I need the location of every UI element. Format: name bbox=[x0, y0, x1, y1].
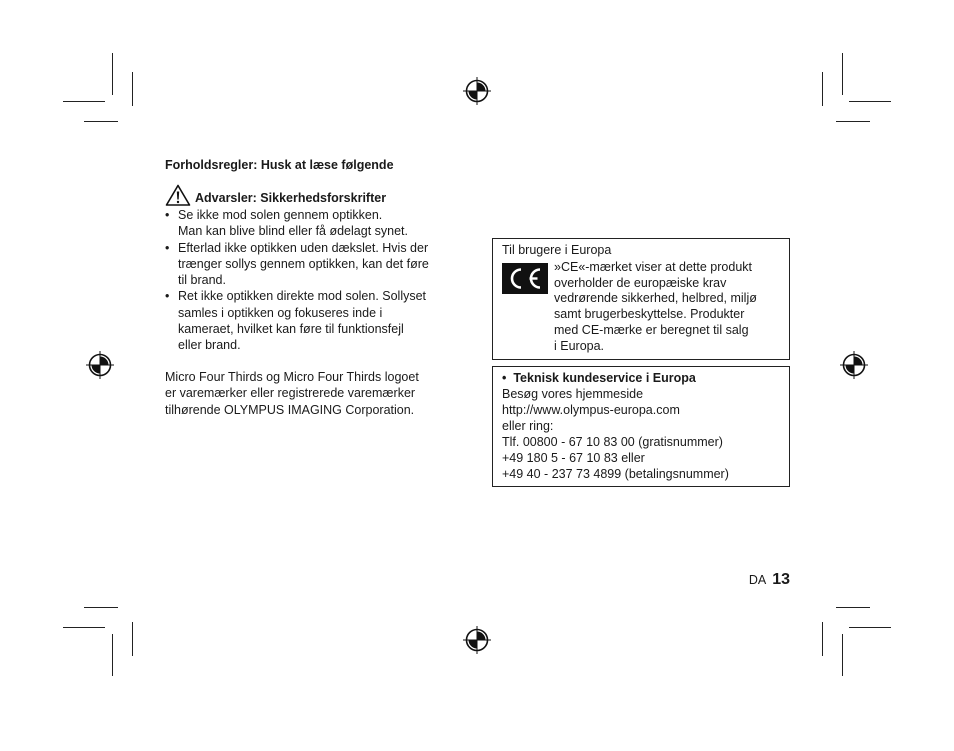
crop-mark bbox=[822, 622, 823, 656]
registration-mark-icon bbox=[840, 351, 868, 379]
crop-mark bbox=[112, 634, 113, 676]
text-line: samt brugerbeskyttelse. Produkter bbox=[554, 307, 745, 322]
crop-mark bbox=[842, 53, 843, 95]
bullet-symbol: • bbox=[502, 371, 507, 385]
list-item bbox=[165, 207, 465, 240]
text-line: Micro Four Thirds og Micro Four Thirds logoet bbox=[165, 370, 419, 384]
crop-mark bbox=[849, 627, 891, 628]
crop-mark bbox=[132, 72, 133, 106]
warning-triangle-icon bbox=[165, 184, 191, 206]
warning-title: Advarsler: Sikkerhedsforskrifter bbox=[195, 191, 387, 205]
website-link[interactable]: http://www.olympus-europa.com bbox=[502, 403, 680, 417]
phone-line: +49 180 5 - 67 10 83 eller bbox=[502, 451, 645, 465]
page-footer bbox=[749, 571, 790, 589]
ce-info-box bbox=[492, 238, 790, 360]
page-heading: Forholdsregler: Husk at læse følgende bbox=[165, 158, 394, 172]
list-item bbox=[165, 240, 465, 289]
crop-mark bbox=[112, 53, 113, 95]
bullet-symbol: • bbox=[165, 240, 170, 255]
warning-list bbox=[165, 207, 465, 354]
crop-mark bbox=[849, 101, 891, 102]
text-line: til brand. bbox=[178, 273, 226, 288]
crop-mark bbox=[63, 627, 105, 628]
text-line: Se ikke mod solen gennem optikken. bbox=[178, 208, 383, 222]
registration-mark-icon bbox=[463, 77, 491, 105]
service-title: Teknisk kundeservice i Europa bbox=[513, 371, 696, 385]
ce-description bbox=[554, 260, 757, 354]
text-line: trænger sollys gennem optikken, kan det føre bbox=[178, 256, 429, 271]
text-line: vedrørende sikkerhed, helbred, miljø bbox=[554, 291, 757, 306]
ce-mark-icon bbox=[502, 263, 548, 294]
crop-mark bbox=[836, 607, 870, 608]
text-line: overholder de europæiske krav bbox=[554, 275, 727, 290]
text-line: »CE«-mærket viser at dette produkt bbox=[554, 260, 752, 274]
text-line: Man kan blive blind eller få ødelagt synet. bbox=[178, 224, 408, 239]
text-line: Efterlad ikke optikken uden dækslet. Hvis der bbox=[178, 240, 429, 255]
crop-mark bbox=[822, 72, 823, 106]
language-code: DA bbox=[748, 573, 767, 587]
bullet-symbol: • bbox=[165, 208, 170, 222]
phone-line: Tlf. 00800 - 67 10 83 00 (gratisnummer) bbox=[502, 435, 723, 449]
bullet-symbol: • bbox=[165, 289, 170, 304]
service-content bbox=[502, 370, 729, 482]
crop-mark bbox=[84, 607, 118, 608]
page-number: 13 bbox=[772, 571, 790, 588]
crop-mark bbox=[132, 622, 133, 656]
warning-heading bbox=[165, 184, 386, 206]
trademark-notice bbox=[165, 369, 419, 418]
crop-mark bbox=[84, 121, 118, 122]
text-line: kameraet, hvilket kan føre til funktionsfejl bbox=[178, 322, 404, 337]
service-info-box bbox=[492, 366, 790, 487]
crop-mark bbox=[842, 634, 843, 676]
text-line: er varemærker eller registrerede varemærker bbox=[165, 386, 416, 401]
list-item bbox=[165, 288, 465, 353]
crop-mark bbox=[836, 121, 870, 122]
registration-mark-icon bbox=[86, 351, 114, 379]
text-line: Besøg vores hjemmeside bbox=[502, 387, 644, 401]
text-line: tilhørende OLYMPUS IMAGING Corporation. bbox=[165, 402, 415, 417]
phone-line: +49 40 - 237 73 4899 (betalingsnummer) bbox=[502, 467, 729, 481]
ce-box-label: Til brugere i Europa bbox=[502, 243, 612, 257]
text-line: med CE-mærke er beregnet til salg bbox=[554, 322, 749, 337]
text-line: samles i optikken og fokuseres inde i bbox=[178, 305, 383, 320]
service-title-line bbox=[502, 370, 729, 386]
registration-mark-icon bbox=[463, 626, 491, 654]
crop-mark bbox=[63, 101, 105, 102]
text-line: i Europa. bbox=[554, 338, 605, 353]
text-line: Ret ikke optikken direkte mod solen. Sollyset bbox=[178, 289, 427, 304]
text-line: eller brand. bbox=[178, 338, 241, 353]
text-line: eller ring: bbox=[502, 419, 554, 433]
